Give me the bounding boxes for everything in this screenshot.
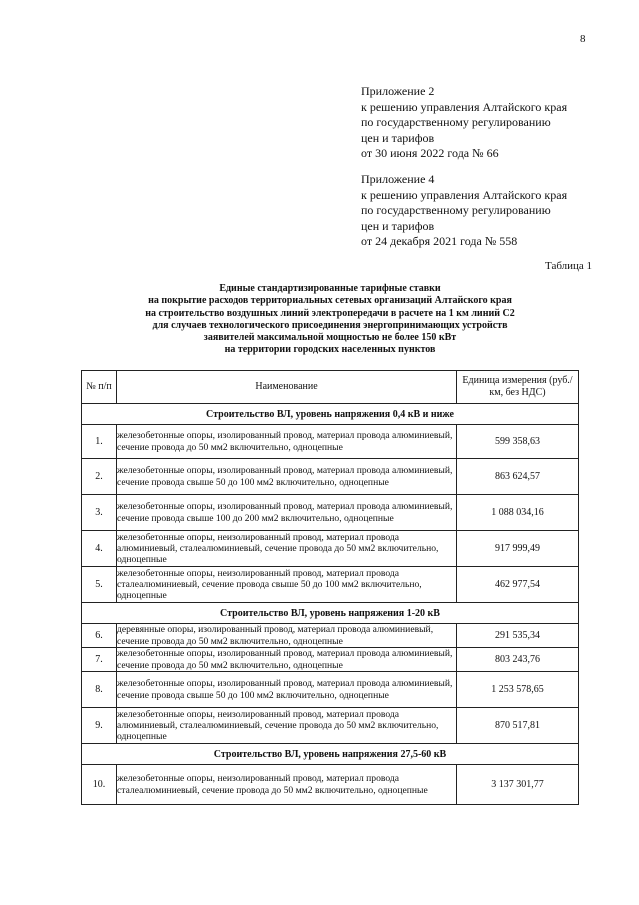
row-value: 1 088 034,16 bbox=[457, 495, 579, 531]
table-label: Таблица 1 bbox=[545, 260, 593, 272]
annex-line: от 24 декабря 2021 года № 558 bbox=[361, 234, 518, 248]
table-row bbox=[82, 425, 579, 459]
row-value: 462 977,54 bbox=[457, 567, 579, 603]
annex-line: по государственному регулированию bbox=[361, 115, 551, 129]
row-number: 1. bbox=[82, 425, 117, 459]
header-name: Наименование bbox=[117, 371, 457, 404]
annex-line: Приложение 4 bbox=[361, 172, 435, 186]
row-value: 870 517,81 bbox=[457, 708, 579, 744]
row-number: 3. bbox=[82, 495, 117, 531]
table-row bbox=[82, 531, 579, 567]
row-number: 4. bbox=[82, 531, 117, 567]
section-title: Строительство ВЛ, уровень напряжения 1-20 кВ bbox=[82, 603, 579, 624]
document-title bbox=[80, 283, 580, 357]
row-name: железобетонные опоры, неизолированный провод, материал провода алюминиевый, сталеалюминиевый, сечение провода до 50 мм2 включительно, одноцепные bbox=[117, 708, 457, 744]
row-value: 599 358,63 bbox=[457, 425, 579, 459]
table-row bbox=[82, 624, 579, 648]
title-line: Единые стандартизированные тарифные ставки bbox=[219, 283, 441, 294]
annex-line: Приложение 2 bbox=[361, 84, 435, 98]
row-value: 3 137 301,77 bbox=[457, 765, 579, 805]
row-value: 863 624,57 bbox=[457, 459, 579, 495]
row-number: 2. bbox=[82, 459, 117, 495]
row-name: железобетонные опоры, неизолированный провод, материал провода сталеалюминиевый, сечение провода свыше 50 до 100 мм2 включительно, одноцепные bbox=[117, 567, 457, 603]
row-value: 291 535,34 bbox=[457, 624, 579, 648]
annex-line: цен и тарифов bbox=[361, 130, 435, 145]
annex-4-header bbox=[361, 172, 621, 250]
row-number: 7. bbox=[82, 648, 117, 672]
row-number: 9. bbox=[82, 708, 117, 744]
table-row bbox=[82, 459, 579, 495]
annex-line: по государственному регулированию bbox=[361, 203, 551, 217]
table-row bbox=[82, 672, 579, 708]
row-name: железобетонные опоры, неизолированный провод, материал провода алюминиевый, сталеалюминиевый, сечение провода до 50 мм2 включительно, одноцепные bbox=[117, 531, 457, 567]
row-name: железобетонные опоры, изолированный провод, материал провода алюминиевый, сечение провода свыше 100 до 200 мм2 включительно, одноцепные bbox=[117, 495, 457, 531]
section-title: Строительство ВЛ, уровень напряжения 0,4 кВ и ниже bbox=[82, 404, 579, 425]
row-name: железобетонные опоры, неизолированный провод, материал провода сталеалюминиевый, сечение провода до 50 мм2 включительно, одноцепные bbox=[117, 765, 457, 805]
table-row bbox=[82, 648, 579, 672]
row-number: 6. bbox=[82, 624, 117, 648]
title-line: на территории городских населенных пунктов bbox=[224, 344, 436, 356]
row-number: 8. bbox=[82, 672, 117, 708]
annex-line: к решению управления Алтайского края bbox=[361, 99, 568, 114]
table-row bbox=[82, 765, 579, 805]
row-value: 803 243,76 bbox=[457, 648, 579, 672]
title-line: на строительство воздушных линий электропередачи в расчете на 1 км линий С2 bbox=[145, 307, 515, 319]
table-row bbox=[82, 495, 579, 531]
annex-2-header bbox=[361, 84, 621, 162]
row-name: железобетонные опоры, изолированный провод, материал провода алюминиевый, сечение провода свыше 50 до 100 мм2 включительно, одноцепные bbox=[117, 672, 457, 708]
annex-line: цен и тарифов bbox=[361, 218, 435, 233]
section-row bbox=[82, 404, 579, 425]
row-name: железобетонные опоры, изолированный провод, материал провода алюминиевый, сечение провода до 50 мм2 включительно, одноцепные bbox=[117, 648, 457, 672]
row-value: 917 999,49 bbox=[457, 531, 579, 567]
row-name: железобетонные опоры, изолированный провод, материал провода алюминиевый, сечение провода свыше 50 до 100 мм2 включительно, одноцепные bbox=[117, 459, 457, 495]
page-number: 8 bbox=[580, 33, 586, 45]
row-number: 5. bbox=[82, 567, 117, 603]
header-unit: Единица измерения (руб./км, без НДС) bbox=[457, 371, 579, 404]
title-line: на покрытие расходов территориальных сетевых организаций Алтайского края bbox=[148, 295, 512, 307]
annex-line: к решению управления Алтайского края bbox=[361, 187, 568, 202]
row-value: 1 253 578,65 bbox=[457, 672, 579, 708]
row-number: 10. bbox=[82, 765, 117, 805]
title-line: заявителей максимальной мощностью не более 150 кВт bbox=[203, 332, 457, 344]
section-row bbox=[82, 744, 579, 765]
title-line: для случаев технологического присоединения энергопринимающих устройств bbox=[152, 319, 508, 331]
section-title: Строительство ВЛ, уровень напряжения 27,5-60 кВ bbox=[82, 744, 579, 765]
row-name: железобетонные опоры, изолированный провод, материал провода алюминиевый, сечение провода до 50 мм2 включительно, одноцепные bbox=[117, 425, 457, 459]
table-row bbox=[82, 708, 579, 744]
header-number: № п/п bbox=[82, 371, 117, 404]
row-name: деревянные опоры, изолированный провод, материал провода алюминиевый, сечение провода до 50 мм2 включительно, одноцепные bbox=[117, 624, 457, 648]
annex-line: от 30 июня 2022 года № 66 bbox=[361, 146, 499, 160]
table-header-row bbox=[82, 371, 579, 404]
section-row bbox=[82, 603, 579, 624]
table-row bbox=[82, 567, 579, 603]
tariff-table bbox=[81, 370, 579, 805]
